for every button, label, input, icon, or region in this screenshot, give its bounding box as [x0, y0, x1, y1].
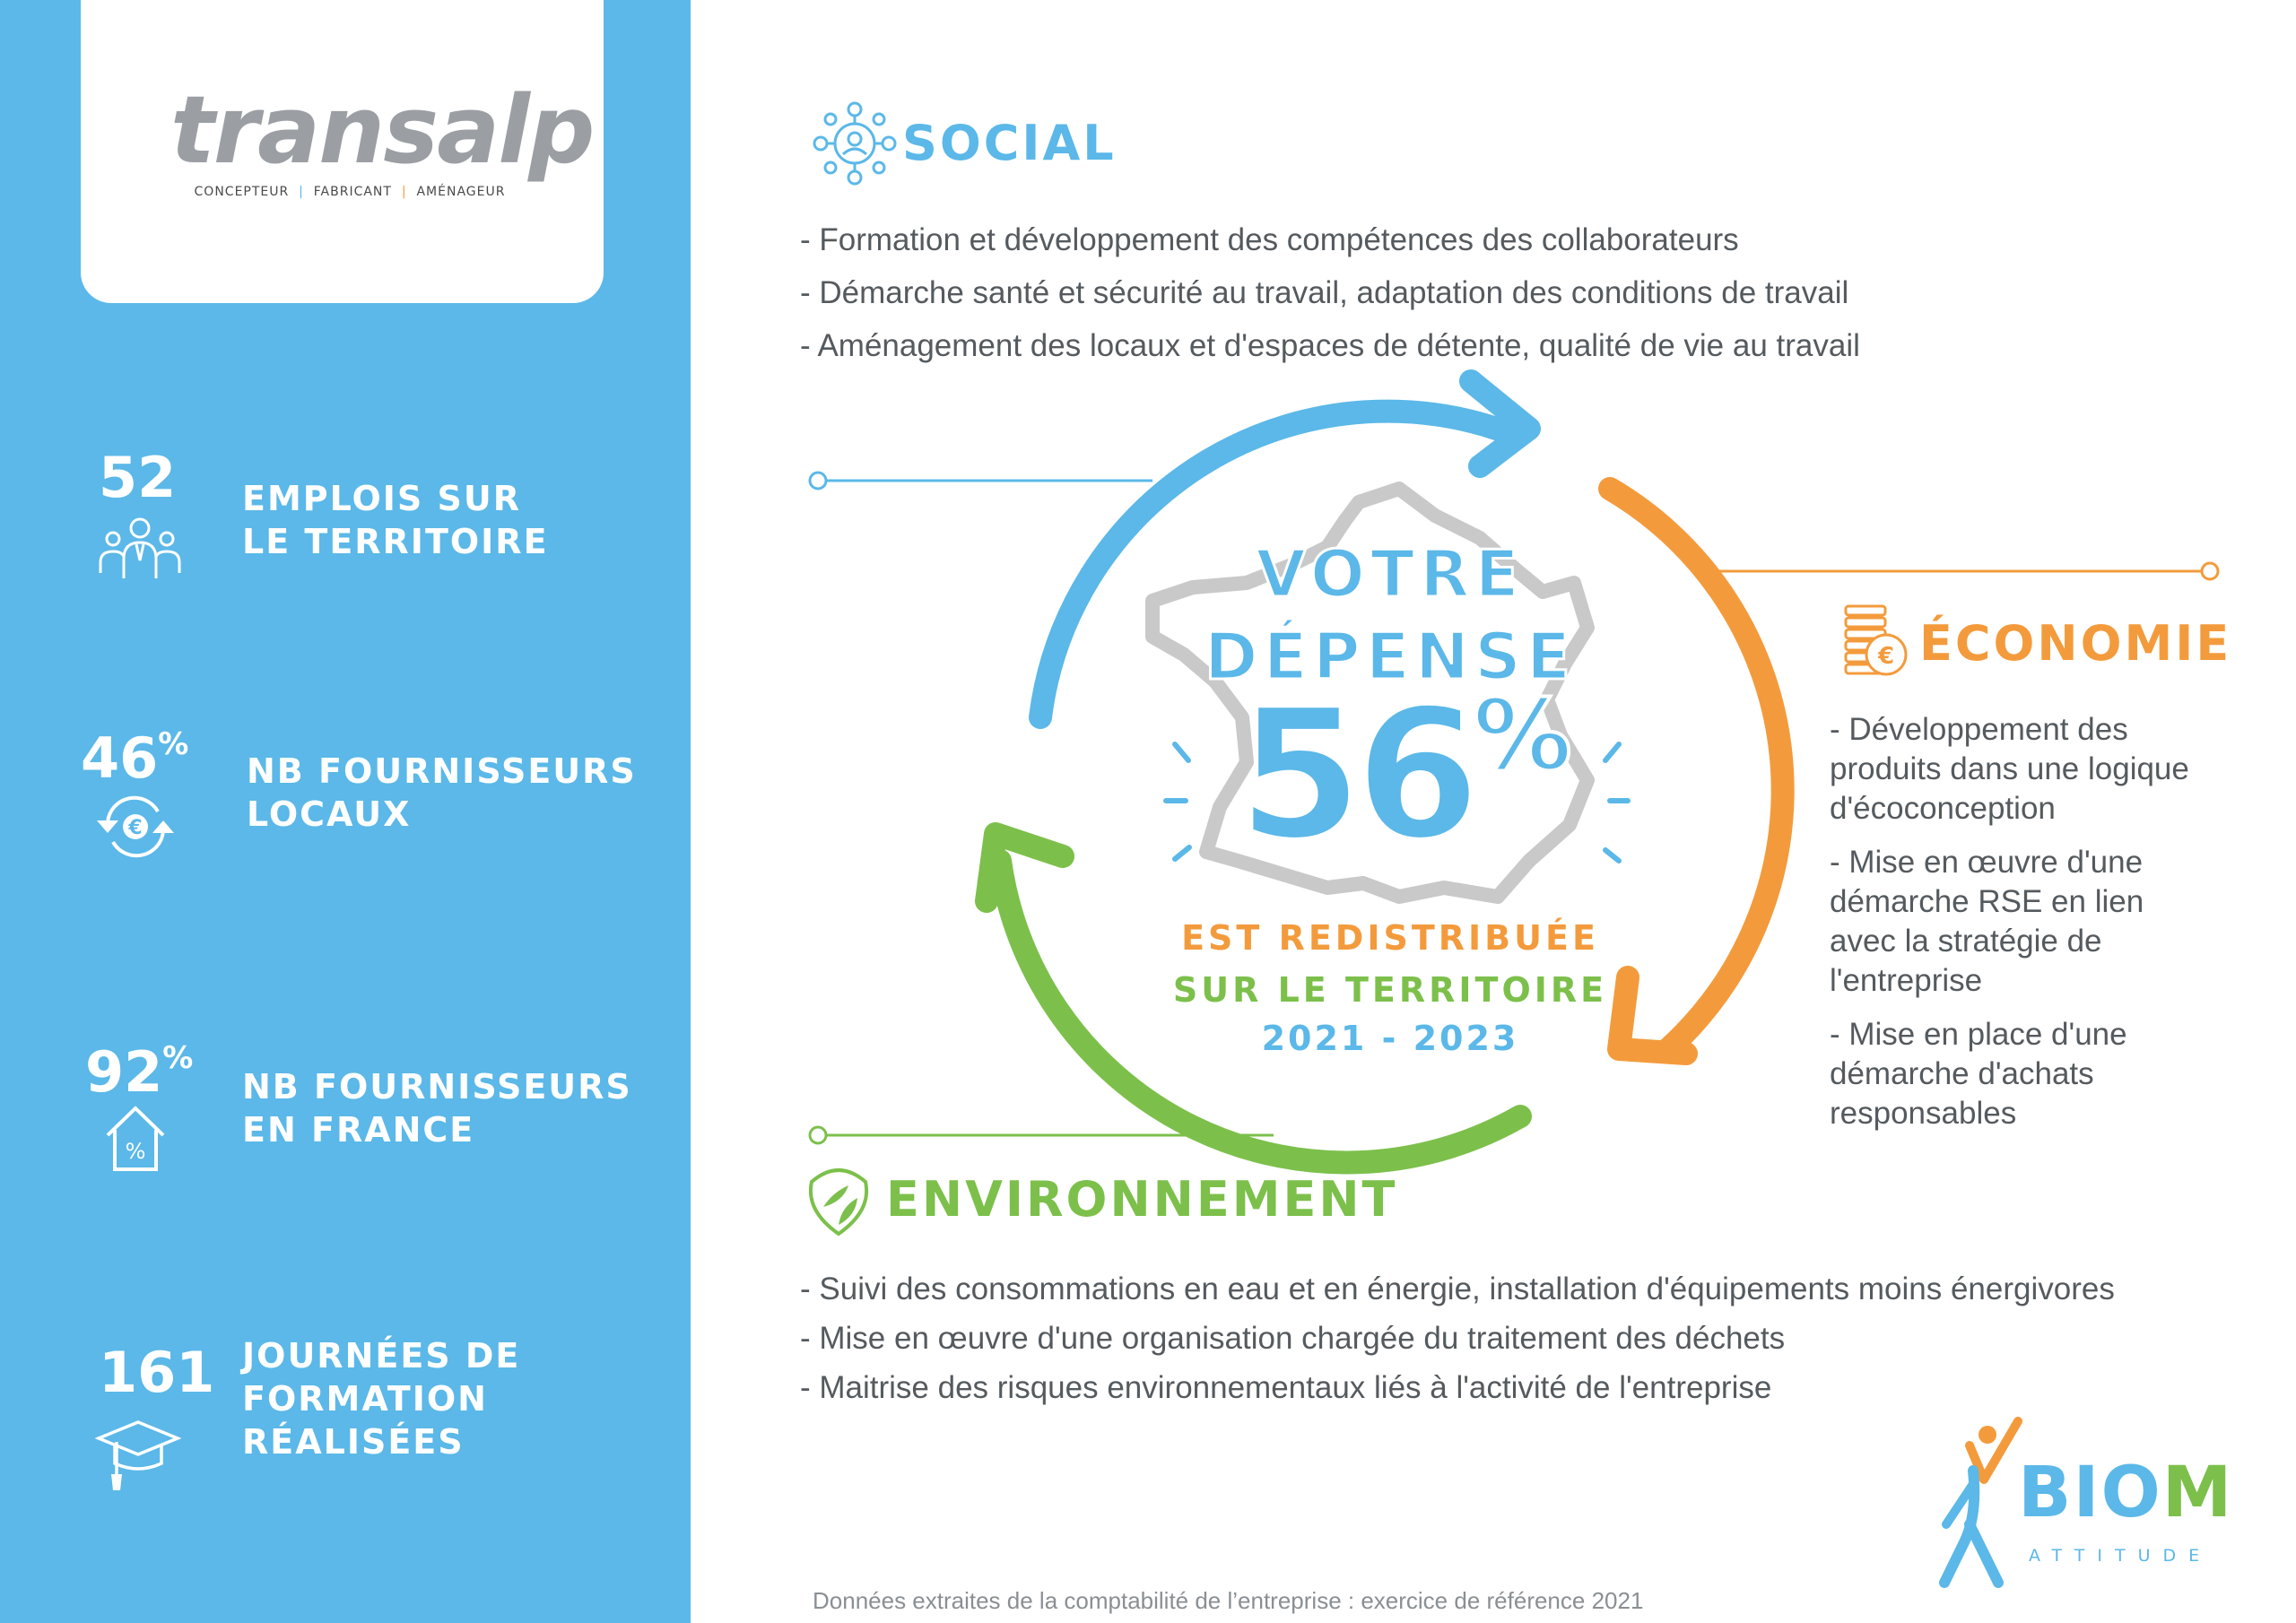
- coins-euro-icon: [1846, 606, 1906, 674]
- social-item: - Démarche santé et sécurité au travail, adaptation des conditions de travail: [800, 275, 1849, 310]
- environnement-item: - Maitrise des risques environnementaux liés à l'activité de l'entreprise: [800, 1370, 1772, 1405]
- social-item: - Aménagement des locaux et d'espaces de détente, qualité de vie au travail: [800, 328, 1860, 363]
- center-percent: 56%: [1238, 671, 1565, 880]
- transalp-logo: transalp: [170, 75, 594, 185]
- stat-training-days-label: JOURNÉES DE FORMATION RÉALISÉES: [242, 1336, 521, 1462]
- stat-employees-label: EMPLOIS SUR LE TERRITOIRE: [242, 479, 549, 561]
- environnement-item: - Suivi des consommations en eau et en énergie, installation d'équipements moins énergivores: [800, 1271, 2115, 1306]
- tagline-concepteur: CONCEPTEUR: [194, 185, 290, 199]
- stat-training-days-value: 161: [99, 1340, 215, 1405]
- environnement-list: [800, 1264, 2115, 1412]
- center-years: 2021 - 2023: [1261, 1019, 1519, 1058]
- economie-item: - Mise en œuvre d'une démarche RSE en lien avec la stratégie de l'entreprise: [1830, 845, 2144, 998]
- center-line-votre: VOTRE: [1256, 536, 1525, 612]
- leaf-icon: [811, 1170, 866, 1234]
- economie-title: ÉCONOMIE: [1919, 615, 2232, 672]
- logo-tagline: CONCEPTEUR | FABRICANT | AMÉNAGEUR: [194, 185, 506, 199]
- svg-text:€: €: [128, 817, 143, 839]
- source-footnote: Données extraites de la comptabilité de l’entreprise : exercice de référence 2021: [813, 1587, 1644, 1614]
- economie-item: - Mise en place d'une démarche d'achats responsables: [1830, 1017, 2127, 1131]
- network-person-icon: [814, 103, 895, 184]
- center-line-territoire: SUR LE TERRITOIRE: [1172, 970, 1608, 1010]
- environnement-title: ENVIRONNEMENT: [886, 1171, 1398, 1228]
- economie-item: - Développement des produits dans une logique d'écoconception: [1830, 712, 2189, 826]
- stat-france-suppliers-value: 92%: [85, 1039, 194, 1105]
- social-list: [800, 213, 1860, 372]
- tagline-fabricant: FABRICANT: [313, 185, 392, 199]
- biom-tagline: ATTITUDE: [2029, 1546, 2213, 1566]
- stat-france-suppliers-label: NB FOURNISSEURS EN FRANCE: [242, 1067, 632, 1150]
- center-line-redistribuee: EST REDISTRIBUÉE: [1181, 918, 1599, 958]
- social-title: SOCIAL: [902, 115, 1117, 171]
- stat-employees-value: 52: [99, 445, 177, 510]
- biom-logo: BIOM: [2018, 1453, 2234, 1533]
- tagline-amenageur: AMÉNAGEUR: [416, 185, 506, 199]
- stat-local-suppliers-value: 46%: [81, 725, 189, 791]
- social-item: - Formation et développement des compétences des collaborateurs: [800, 222, 1739, 257]
- environnement-item: - Mise en œuvre d'une organisation chargée du traitement des déchets: [800, 1321, 1786, 1356]
- economie-list: [1830, 710, 2189, 1133]
- biom-figure-icon: [1944, 1421, 2018, 1583]
- stat-local-suppliers-label: NB FOURNISSEURS LOCAUX: [247, 751, 637, 834]
- svg-text:%: %: [125, 1139, 146, 1164]
- svg-text:€: €: [1877, 643, 1895, 670]
- center-line-depense: DÉPENSE: [1204, 619, 1577, 694]
